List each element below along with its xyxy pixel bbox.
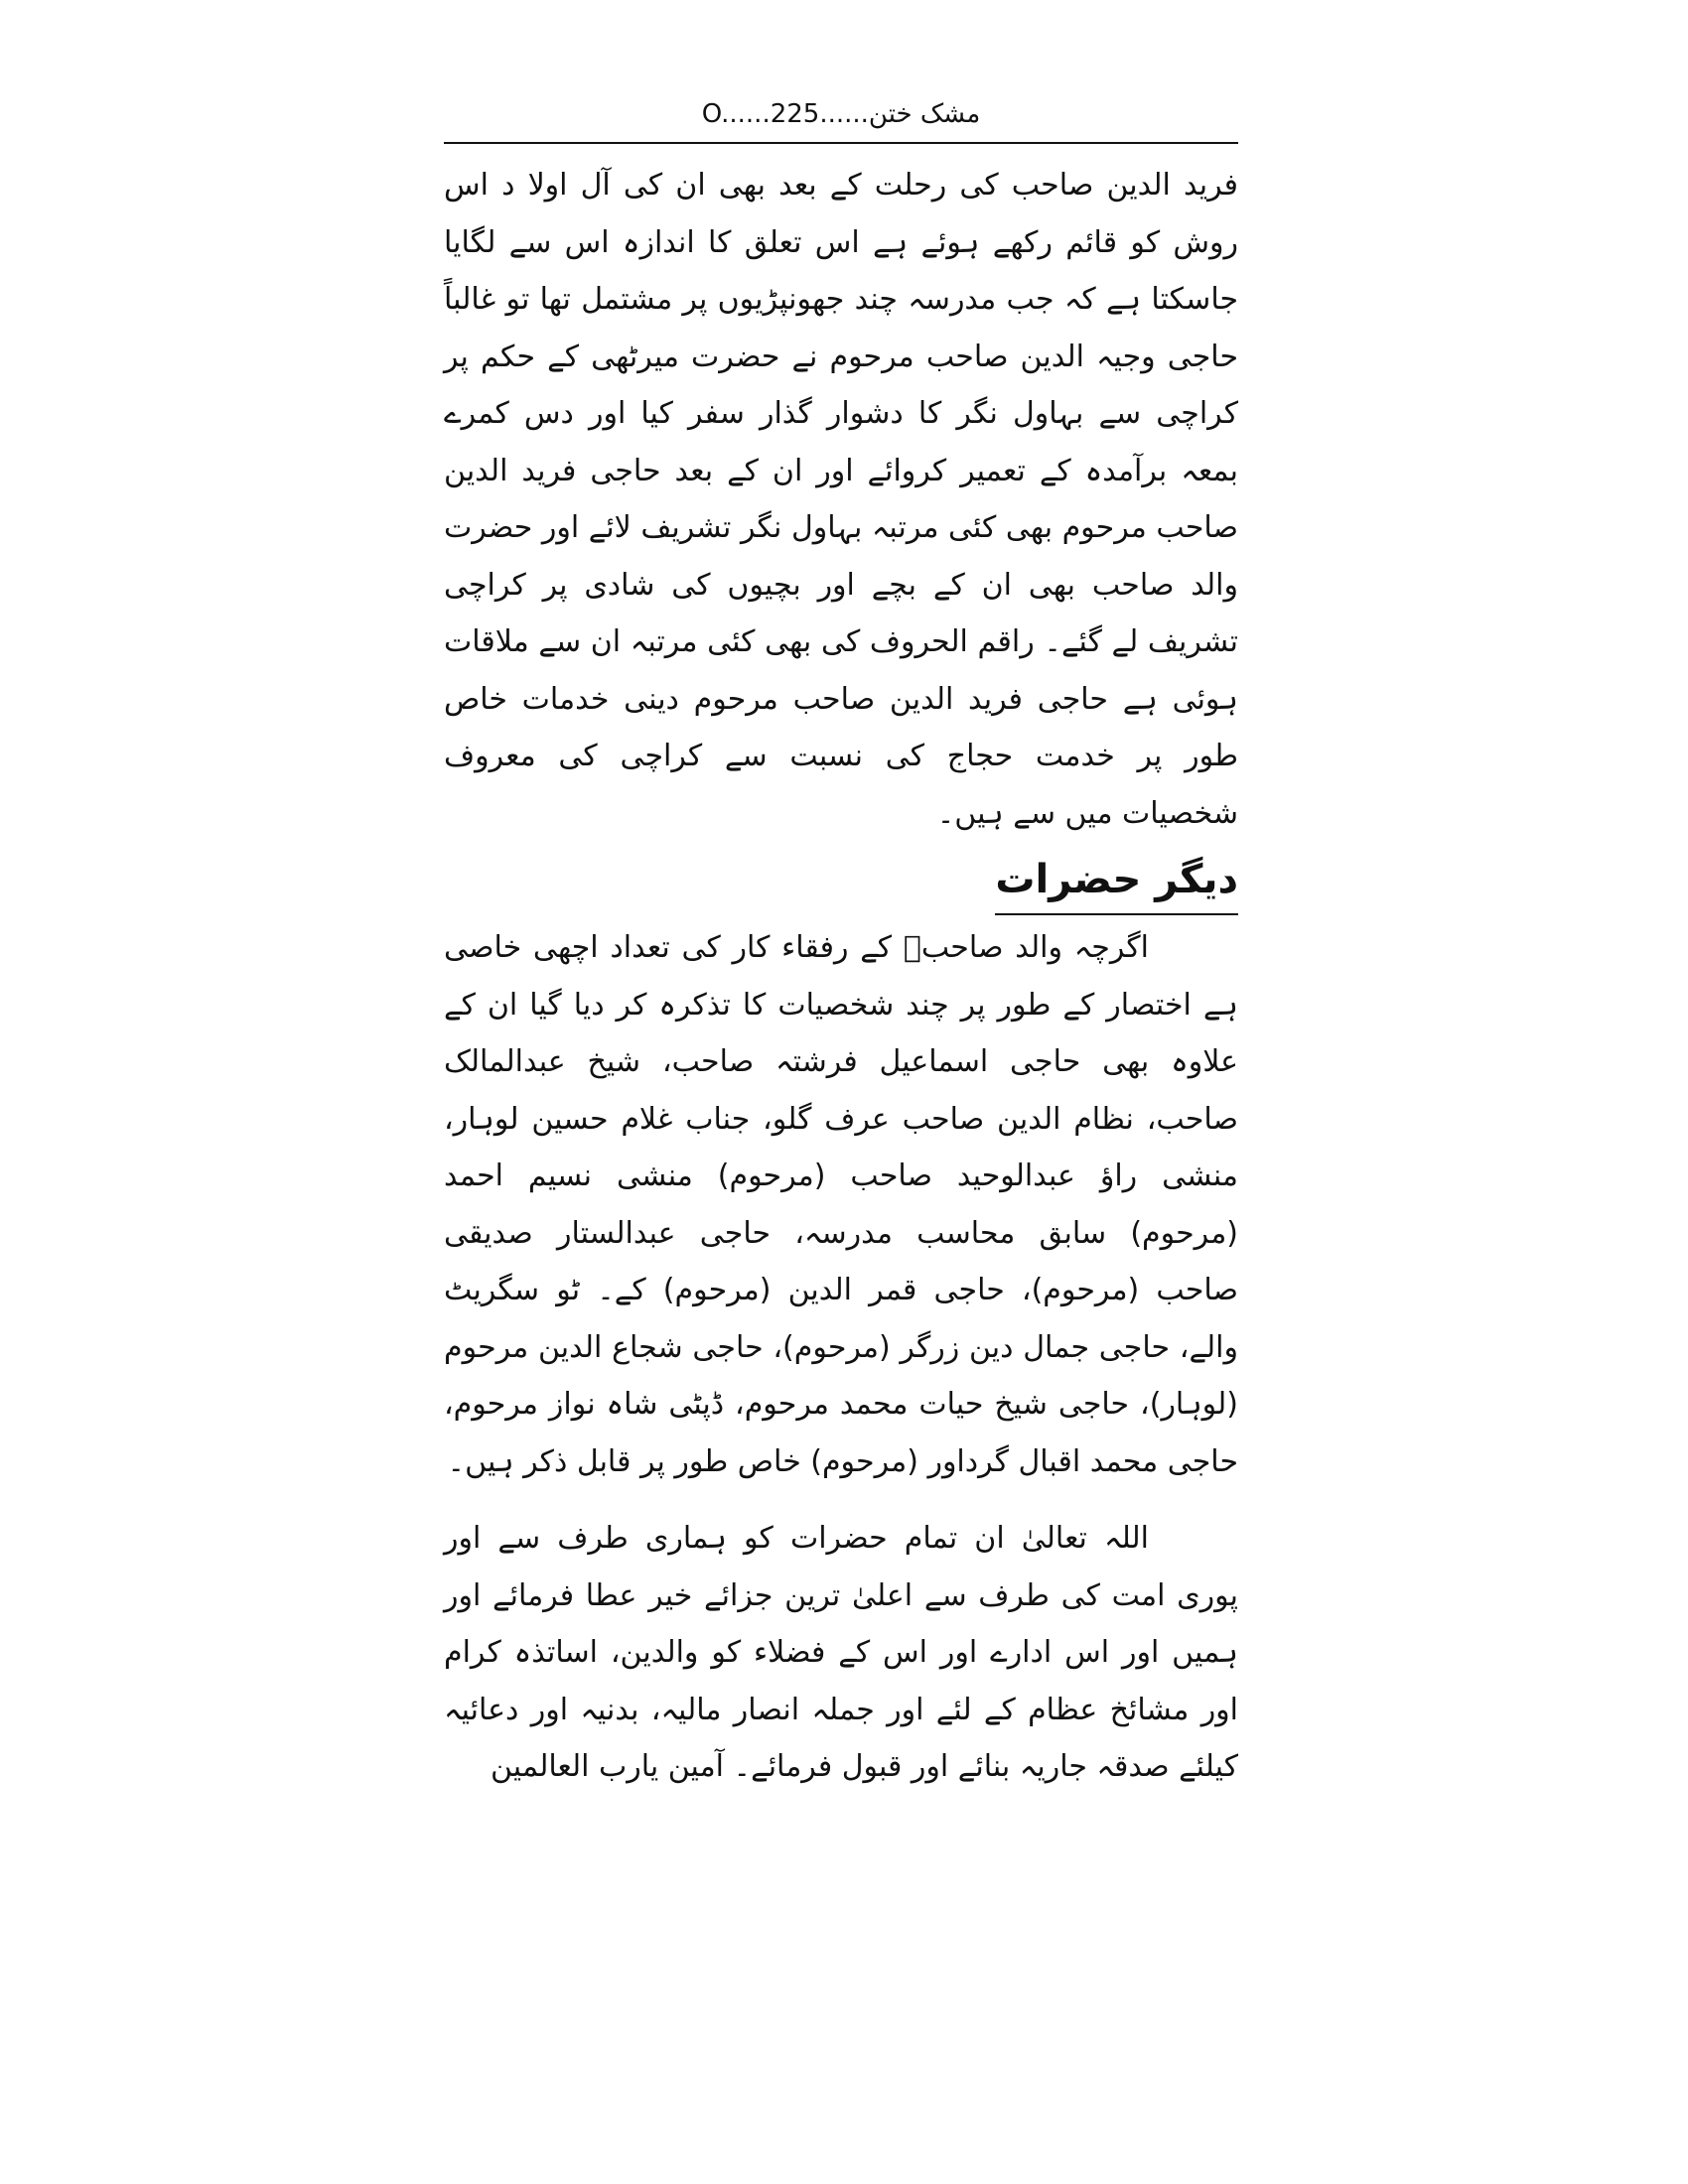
paragraph-other-colleagues: اگرچہ والد صاحبؒ کے رفقاء کار کی تعداد اچھی خاصی ہے اختصار کے طور پر چند شخصیات کا تذکرہ کر دیا گیا ان کے علاوہ بھی حاجی اسماعیل فرشتہ صاحب، شیخ عبدالمالک صاحب، نظام الدین صاحب عرف گلو، جناب غلام حسین لوہار، منشی راؤ عبدالوحید صاحب (مرحوم) منشی نسیم احمد (مرحوم) سابق محاسب مدرسہ، حاجی عبدالستار صدیقی صاحب (مرحوم)، حاجی قمر الدین (مرحوم) کے۔ ٹو سگریٹ والے، حاجی جمال دین زرگر (مرحوم)، حاجی شجاع الدین مرحوم (لوہار)، حاجی شیخ حیات محمد مرحوم، ڈپٹی شاہ نواز مرحوم، حاجی محمد اقبال گرداور (مرحوم) خاص طور پر قابل ذکر ہیں۔	[444, 930, 1238, 1479]
page-body	[444, 157, 1238, 1796]
running-title: مشک ختن......O......225	[701, 99, 981, 129]
header-rule	[444, 142, 1238, 144]
paragraph-closing-prayer: اللہ تعالیٰ ان تمام حضرات کو ہماری طرف سے اور پوری امت کی طرف سے اعلیٰ ترین جزائے خیر عطا فرمائے اور ہمیں اور اس ادارے اور اس کے فضلاء کو والدین، اساتذہ کرام اور مشائخ عظام کے لئے اور جملہ انصار مالیہ، بدنیہ اور دعائیہ کیلئے صدقہ جاریہ بنائے اور قبول فرمائے۔ آمین یارب العالمین	[444, 1521, 1238, 1784]
running-header	[444, 97, 1238, 131]
section-heading-container	[444, 848, 1238, 915]
section-heading: دیگر حضرات	[995, 848, 1238, 915]
paragraph-farid-uddin: فرید الدین صاحب کی رحلت کے بعد بھی ان کی آل اولا د اس روش کو قائم رکھے ہوئے ہے اس تعلق کا اندازہ اس سے لگایا جاسکتا ہے کہ جب مدرسہ چند جھونپڑیوں پر مشتمل تھا تو غالباً حاجی وجیہ الدین صاحب مرحوم نے حضرت میرٹھی کے حکم پر کراچی سے بہاول نگر کا دشوار گذار سفر کیا اور دس کمرے بمعہ برآمدہ کے تعمیر کروائے اور ان کے بعد حاجی فرید الدین صاحب مرحوم بھی کئی مرتبہ بہاول نگر تشریف لائے اور حضرت والد صاحب بھی ان کے بچے اور بچیوں کی شادی پر کراچی تشریف لے گئے۔ راقم الحروف کی بھی کئی مرتبہ ان سے ملاقات ہوئی ہے حاجی فرید الدین صاحب مرحوم دینی خدمات خاص طور پر خدمت حجاج کی نسبت سے کراچی کی معروف شخصیات میں سے ہیں۔	[444, 168, 1238, 831]
